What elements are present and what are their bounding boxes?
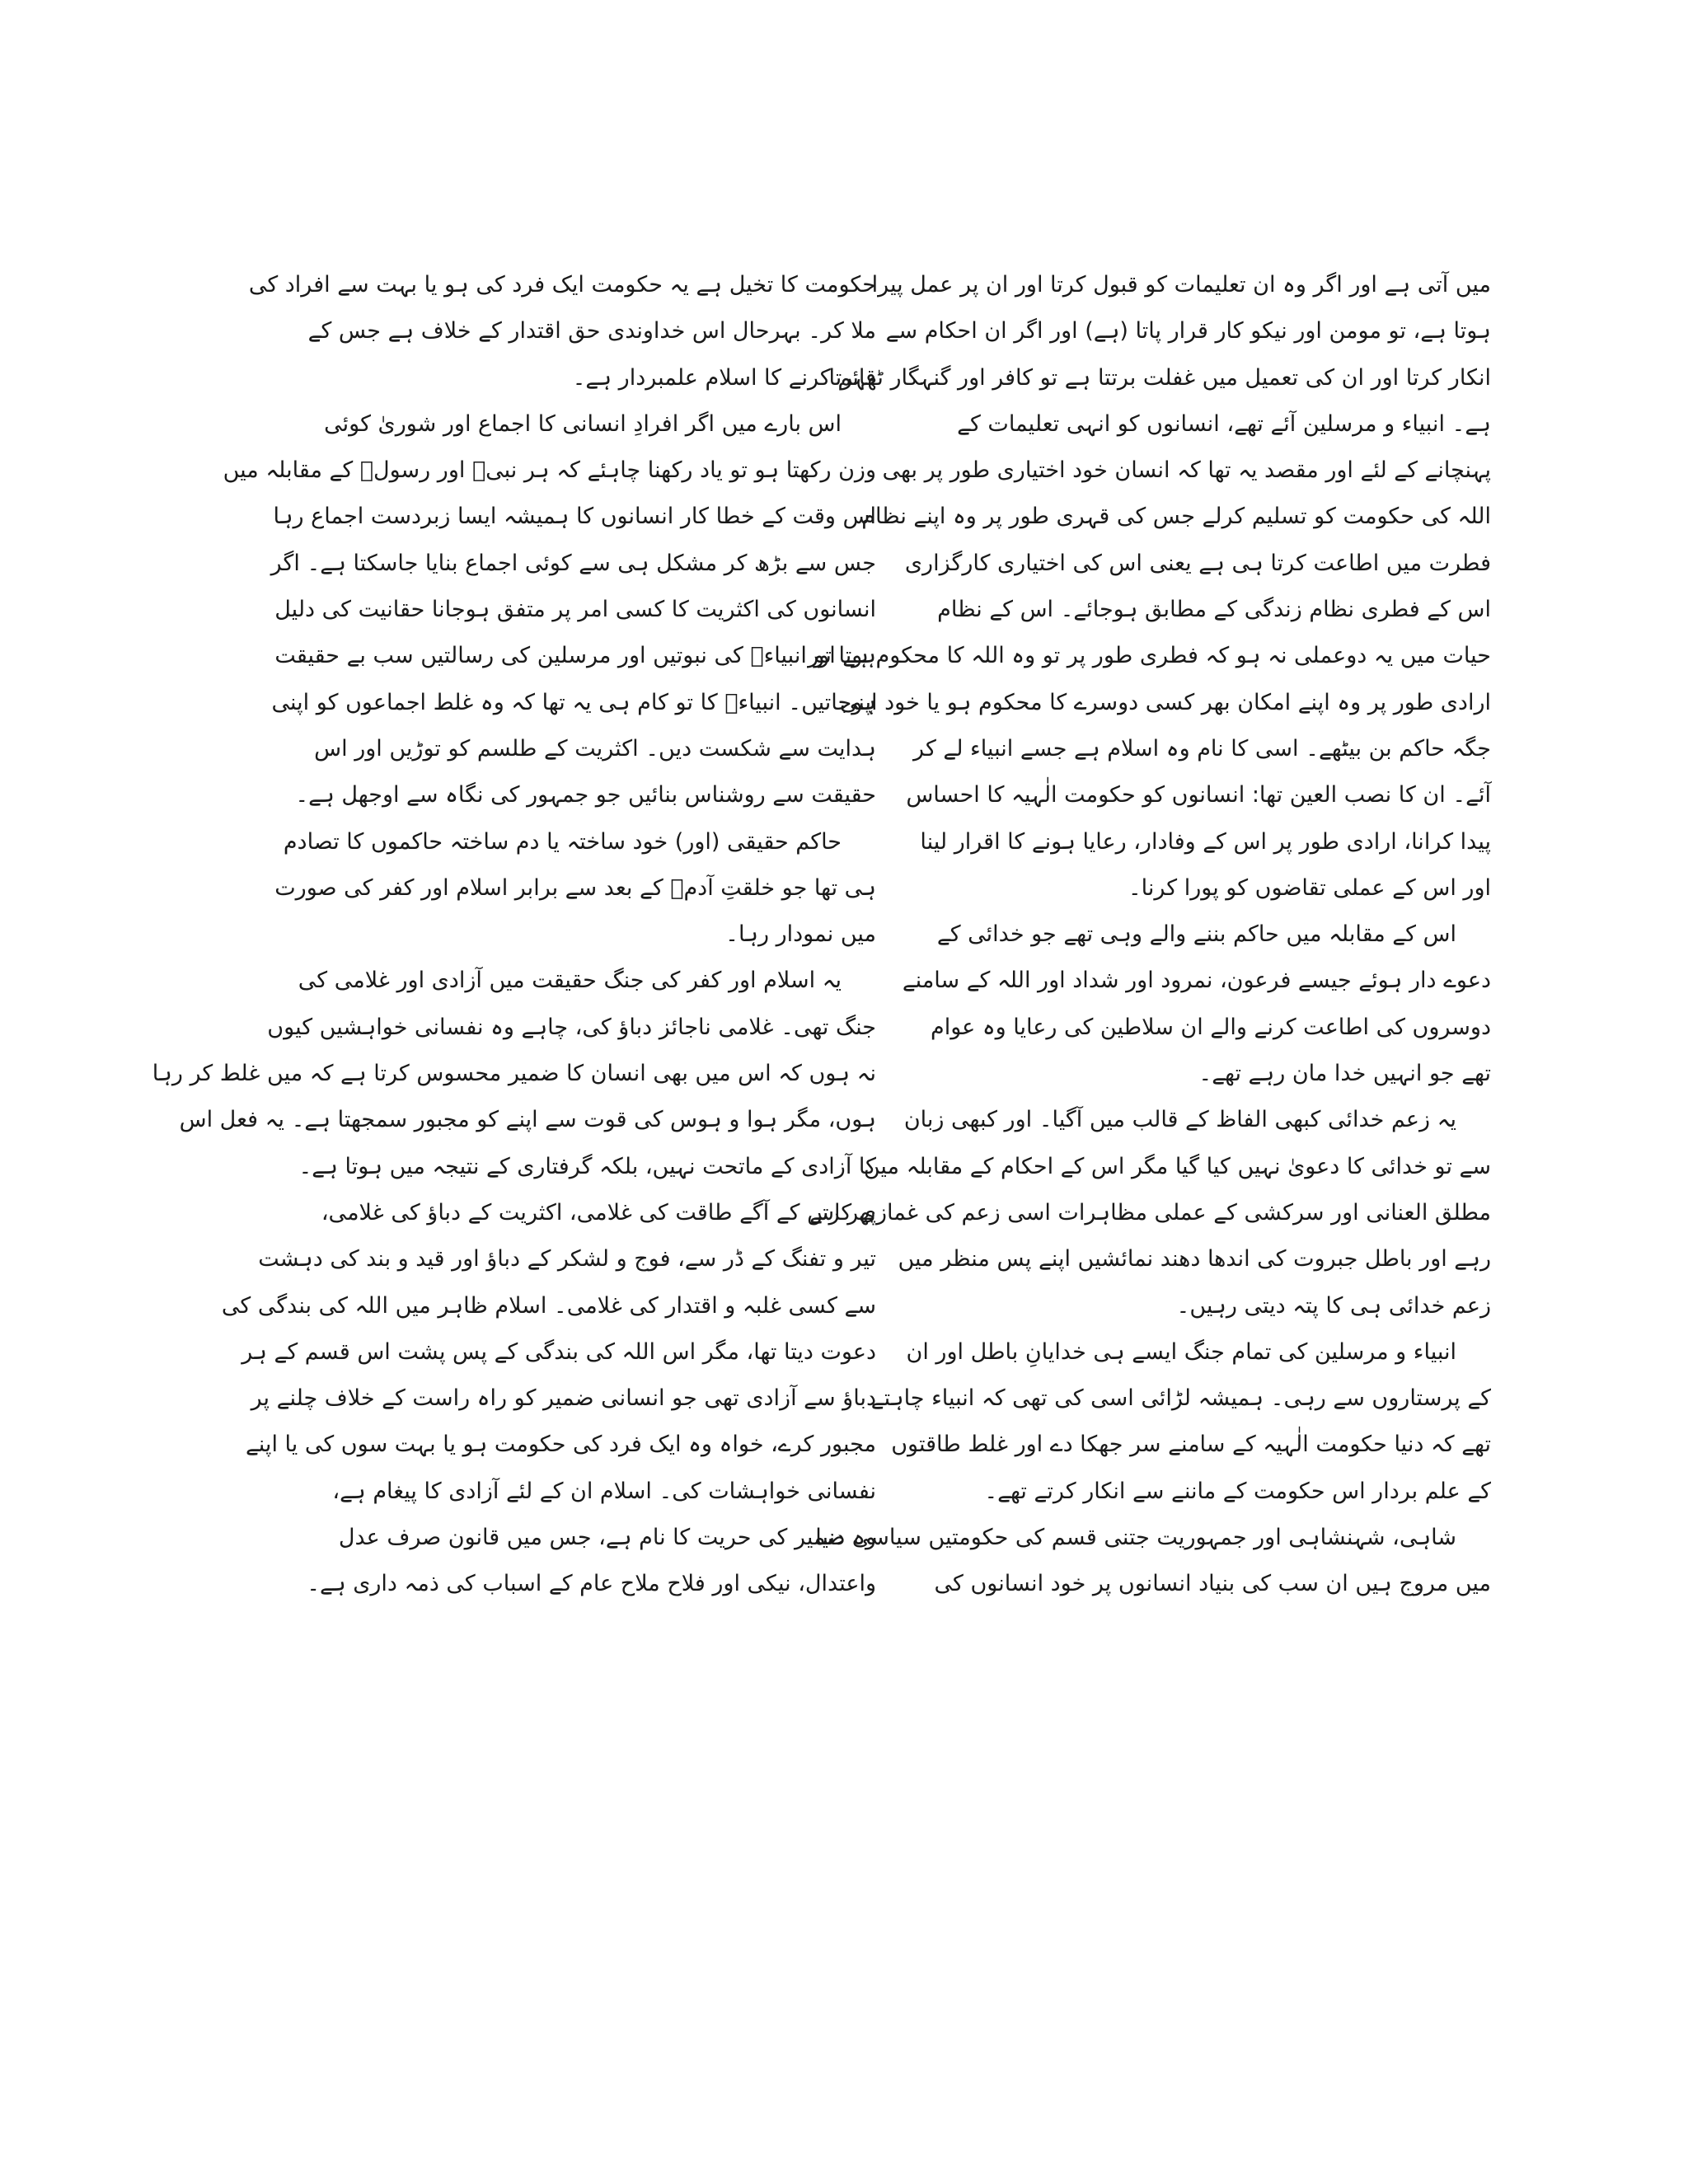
text-line: میں مروج ہیں ان سب کی بنیاد انسانوں پر خود انسانوں کی — [934, 1571, 1491, 1597]
text-line: ہوجاتیں۔ انبیاءؑ کا تو کام ہی یہ تھا کہ وہ غلط اجماعوں کو اپنی — [271, 689, 876, 715]
text-line: تھے کہ دنیا حکومت الٰہیہ کے سامنے سر جھکا دے اور غلط طاقتوں — [891, 1432, 1491, 1458]
right-text-column — [808, 262, 1491, 1608]
text-line: سے کسی غلبہ و اقتدار کی غلامی۔ اسلام ظاہر میں اللہ کی بندگی کی — [221, 1292, 876, 1319]
text-line: پیدا کرانا، ارادی طور پر اس کے وفادار، رعایا ہونے کا اقرار لینا — [920, 828, 1491, 855]
text-line: انسانوں کی اکثریت کا کسی امر پر متفق ہوجانا حقانیت کی دلیل — [274, 597, 876, 623]
text-line: اس بارے میں اگر افرادِ انسانی کا اجماع اور شوریٰ کوئی — [324, 410, 842, 437]
text-line: دعوے دار ہوئے جیسے فرعون، نمرود اور شداد اور اللہ کے سامنے — [902, 968, 1491, 994]
text-line: وزن رکھتا ہو تو یاد رکھنا چاہئے کہ ہر نبیؑ اور رسولؐ کے مقابلہ میں — [223, 457, 876, 484]
text-line: دوسروں کی اطاعت کرنے والے ان سلاطین کی رعایا وہ عوام — [930, 1014, 1491, 1040]
text-line: فطرت میں اطاعت کرتا ہی ہے یعنی اس کی اختیاری کارگزاری — [904, 550, 1491, 576]
text-line: ہوں، مگر ہوا و ہوس کی قوت سے اپنے کو مجبور سمجھتا ہے۔ یہ فعل اس — [179, 1107, 876, 1133]
text-line: رہے اور باطل جبروت کی اندھا دھند نمائشیں اپنے پس منظر میں — [898, 1246, 1491, 1272]
text-line: انکار کرتا اور ان کی تعمیل میں غفلت برتتا ہے تو کافر اور گنہگار ٹھہرتا — [828, 364, 1491, 391]
text-line: تھے جو انہیں خدا مان رہے تھے۔ — [1198, 1061, 1491, 1087]
text-line: قائم کرنے کا اسلام علمبردار ہے۔ — [572, 364, 876, 391]
text-line: ہوتا ہے، تو مومن اور نیکو کار قرار پاتا (ہے) اور اگر ان احکام سے — [885, 318, 1491, 344]
text-line: ہوتا تو انبیاءؑ کی نبوتیں اور مرسلین کی رسالتیں سب بے حقیقت — [274, 643, 876, 669]
text-line: وہ ضمیر کی حریت کا نام ہے، جس میں قانون صرف عدل — [338, 1525, 876, 1551]
text-line: پہنچانے کے لئے اور مقصد یہ تھا کہ انسان خود اختیاری طور پر بھی — [882, 457, 1491, 484]
text-line: نفسانی خواہشات کی۔ اسلام ان کے لئے آزادی کا پیغام ہے، — [332, 1478, 876, 1504]
text-line: حیات میں یہ دوعملی نہ ہو کہ فطری طور پر تو وہ اللہ کا محکوم ہے اور — [808, 643, 1491, 669]
text-line: ہی تھا جو خلقتِ آدمؑ کے بعد سے برابر اسلام اور کفر کی صورت — [274, 874, 876, 901]
text-line: حکومت کا تخیل ہے یہ حکومت ایک فرد کی ہو یا بہت سے افراد کی — [248, 272, 876, 298]
text-line: دعوت دیتا تھا، مگر اس اللہ کی بندگی کے پس پشت اس قسم کے ہر — [241, 1338, 876, 1365]
text-line: آئے۔ ان کا نصب العین تھا: انسانوں کو حکومت الٰہیہ کا احساس — [906, 782, 1491, 808]
text-line: انبیاء و مرسلین کی تمام جنگ ایسے ہی خدایانِ باطل اور ان — [906, 1338, 1456, 1365]
text-line: سے تو خدائی کا دعویٰ نہیں کیا گیا مگر اس کے احکام کے مقابلہ میں — [863, 1153, 1491, 1179]
text-line: ہے۔ انبیاء و مرسلین آئے تھے، انسانوں کو انہی تعلیمات کے — [957, 410, 1491, 437]
text-line: واعتدال، نیکی اور فلاح ملاح عام کے اسباب کی ذمہ داری ہے۔ — [307, 1571, 876, 1597]
text-line: جس سے بڑھ کر مشکل ہی سے کوئی اجماع بنایا جاسکتا ہے۔ اگر — [270, 550, 876, 576]
text-line: مجبور کرے، خواہ وہ ایک فرد کی حکومت ہو یا بہت سوں کی یا اپنے — [245, 1432, 876, 1458]
text-line: میں آتی ہے اور اگر وہ ان تعلیمات کو قبول کرتا اور ان پر عمل پیرا — [871, 272, 1491, 298]
text-line: تیر و تفنگ کے ڈر سے، فوج و لشکر کے دباؤ اور قید و بند کی دہشت — [258, 1246, 876, 1272]
text-line: شاہی، شہنشاہی اور جمہوریت جتنی قسم کی حکومتیں سیاسی دنیا — [815, 1525, 1456, 1551]
text-line: ہدایت سے شکست دیں۔ اکثریت کے طلسم کو توڑیں اور اس — [314, 735, 876, 762]
text-line: اور اس کے عملی تقاضوں کو پورا کرنا۔ — [1128, 874, 1491, 901]
text-line: پھر اس کے آگے طاقت کی غلامی، اکثریت کے دباؤ کی غلامی، — [321, 1199, 876, 1226]
text-line: کا آزادی کے ماتحت نہیں، بلکہ گرفتاری کے نتیجہ میں ہوتا ہے۔ — [298, 1153, 876, 1179]
text-line: ملا کر۔ بہرحال اس خداوندی حق اقتدار کے خلاف ہے جس کے — [307, 318, 876, 344]
text-line: یہ زعم خدائی کبھی الفاظ کے قالب میں آگیا۔ اور کبھی زبان — [903, 1107, 1456, 1133]
text-line: حقیقت سے روشناس بنائیں جو جمہور کی نگاہ سے اوجھل ہے۔ — [295, 782, 876, 808]
left-text-column — [152, 262, 876, 1608]
text-line: یہ اسلام اور کفر کی جنگ حقیقت میں آزادی اور غلامی کی — [298, 968, 842, 994]
text-line: اللہ کی حکومت کو تسلیم کرلے جس کی قہری طور پر وہ اپنے نظام — [861, 504, 1491, 530]
text-line: جنگ تھی۔ غلامی ناجائز دباؤ کی، چاہے وہ نفسانی خواہشیں کیوں — [267, 1014, 876, 1040]
text-line: دباؤ سے آزادی تھی جو انسانی ضمیر کو راہ راست کے خلاف چلنے پر — [251, 1385, 876, 1412]
text-line: اس کے فطری نظام زندگی کے مطابق ہوجائے۔ اس کے نظام — [937, 597, 1491, 623]
text-line: میں نمودار رہا۔ — [725, 921, 876, 948]
text-line: ارادی طور پر وہ اپنے امکان بھر کسی دوسرے کا محکوم ہو یا خود اپنی — [839, 689, 1491, 715]
text-line: زعم خدائی ہی کا پتہ دیتی رہیں۔ — [1176, 1292, 1491, 1319]
text-line: اس کے مقابلہ میں حاکم بننے والے وہی تھے جو خدائی کے — [936, 921, 1456, 948]
text-line: مطلق العنانی اور سرکشی کے عملی مظاہرات اسی زعم کی غمازی کرتے — [809, 1199, 1491, 1226]
text-line: حاکم حقیقی (اور) خود ساختہ یا دم ساختہ حاکموں کا تصادم — [283, 828, 842, 855]
text-line: کے پرستاروں سے رہی۔ ہمیشہ لڑائی اسی کی تھی کہ انبیاء چاہتے — [870, 1385, 1491, 1412]
text-line: جگہ حاکم بن بیٹھے۔ اسی کا نام وہ اسلام ہے جسے انبیاء لے کر — [913, 735, 1491, 762]
text-line: کے علم بردار اس حکومت کے ماننے سے انکار کرتے تھے۔ — [984, 1478, 1491, 1504]
text-line: نہ ہوں کہ اس میں بھی انسان کا ضمیر محسوس کرتا ہے کہ میں غلط کر رہا — [152, 1061, 876, 1087]
text-line: اس وقت کے خطا کار انسانوں کا ہمیشہ ایسا زبردست اجماع رہا — [273, 504, 876, 530]
